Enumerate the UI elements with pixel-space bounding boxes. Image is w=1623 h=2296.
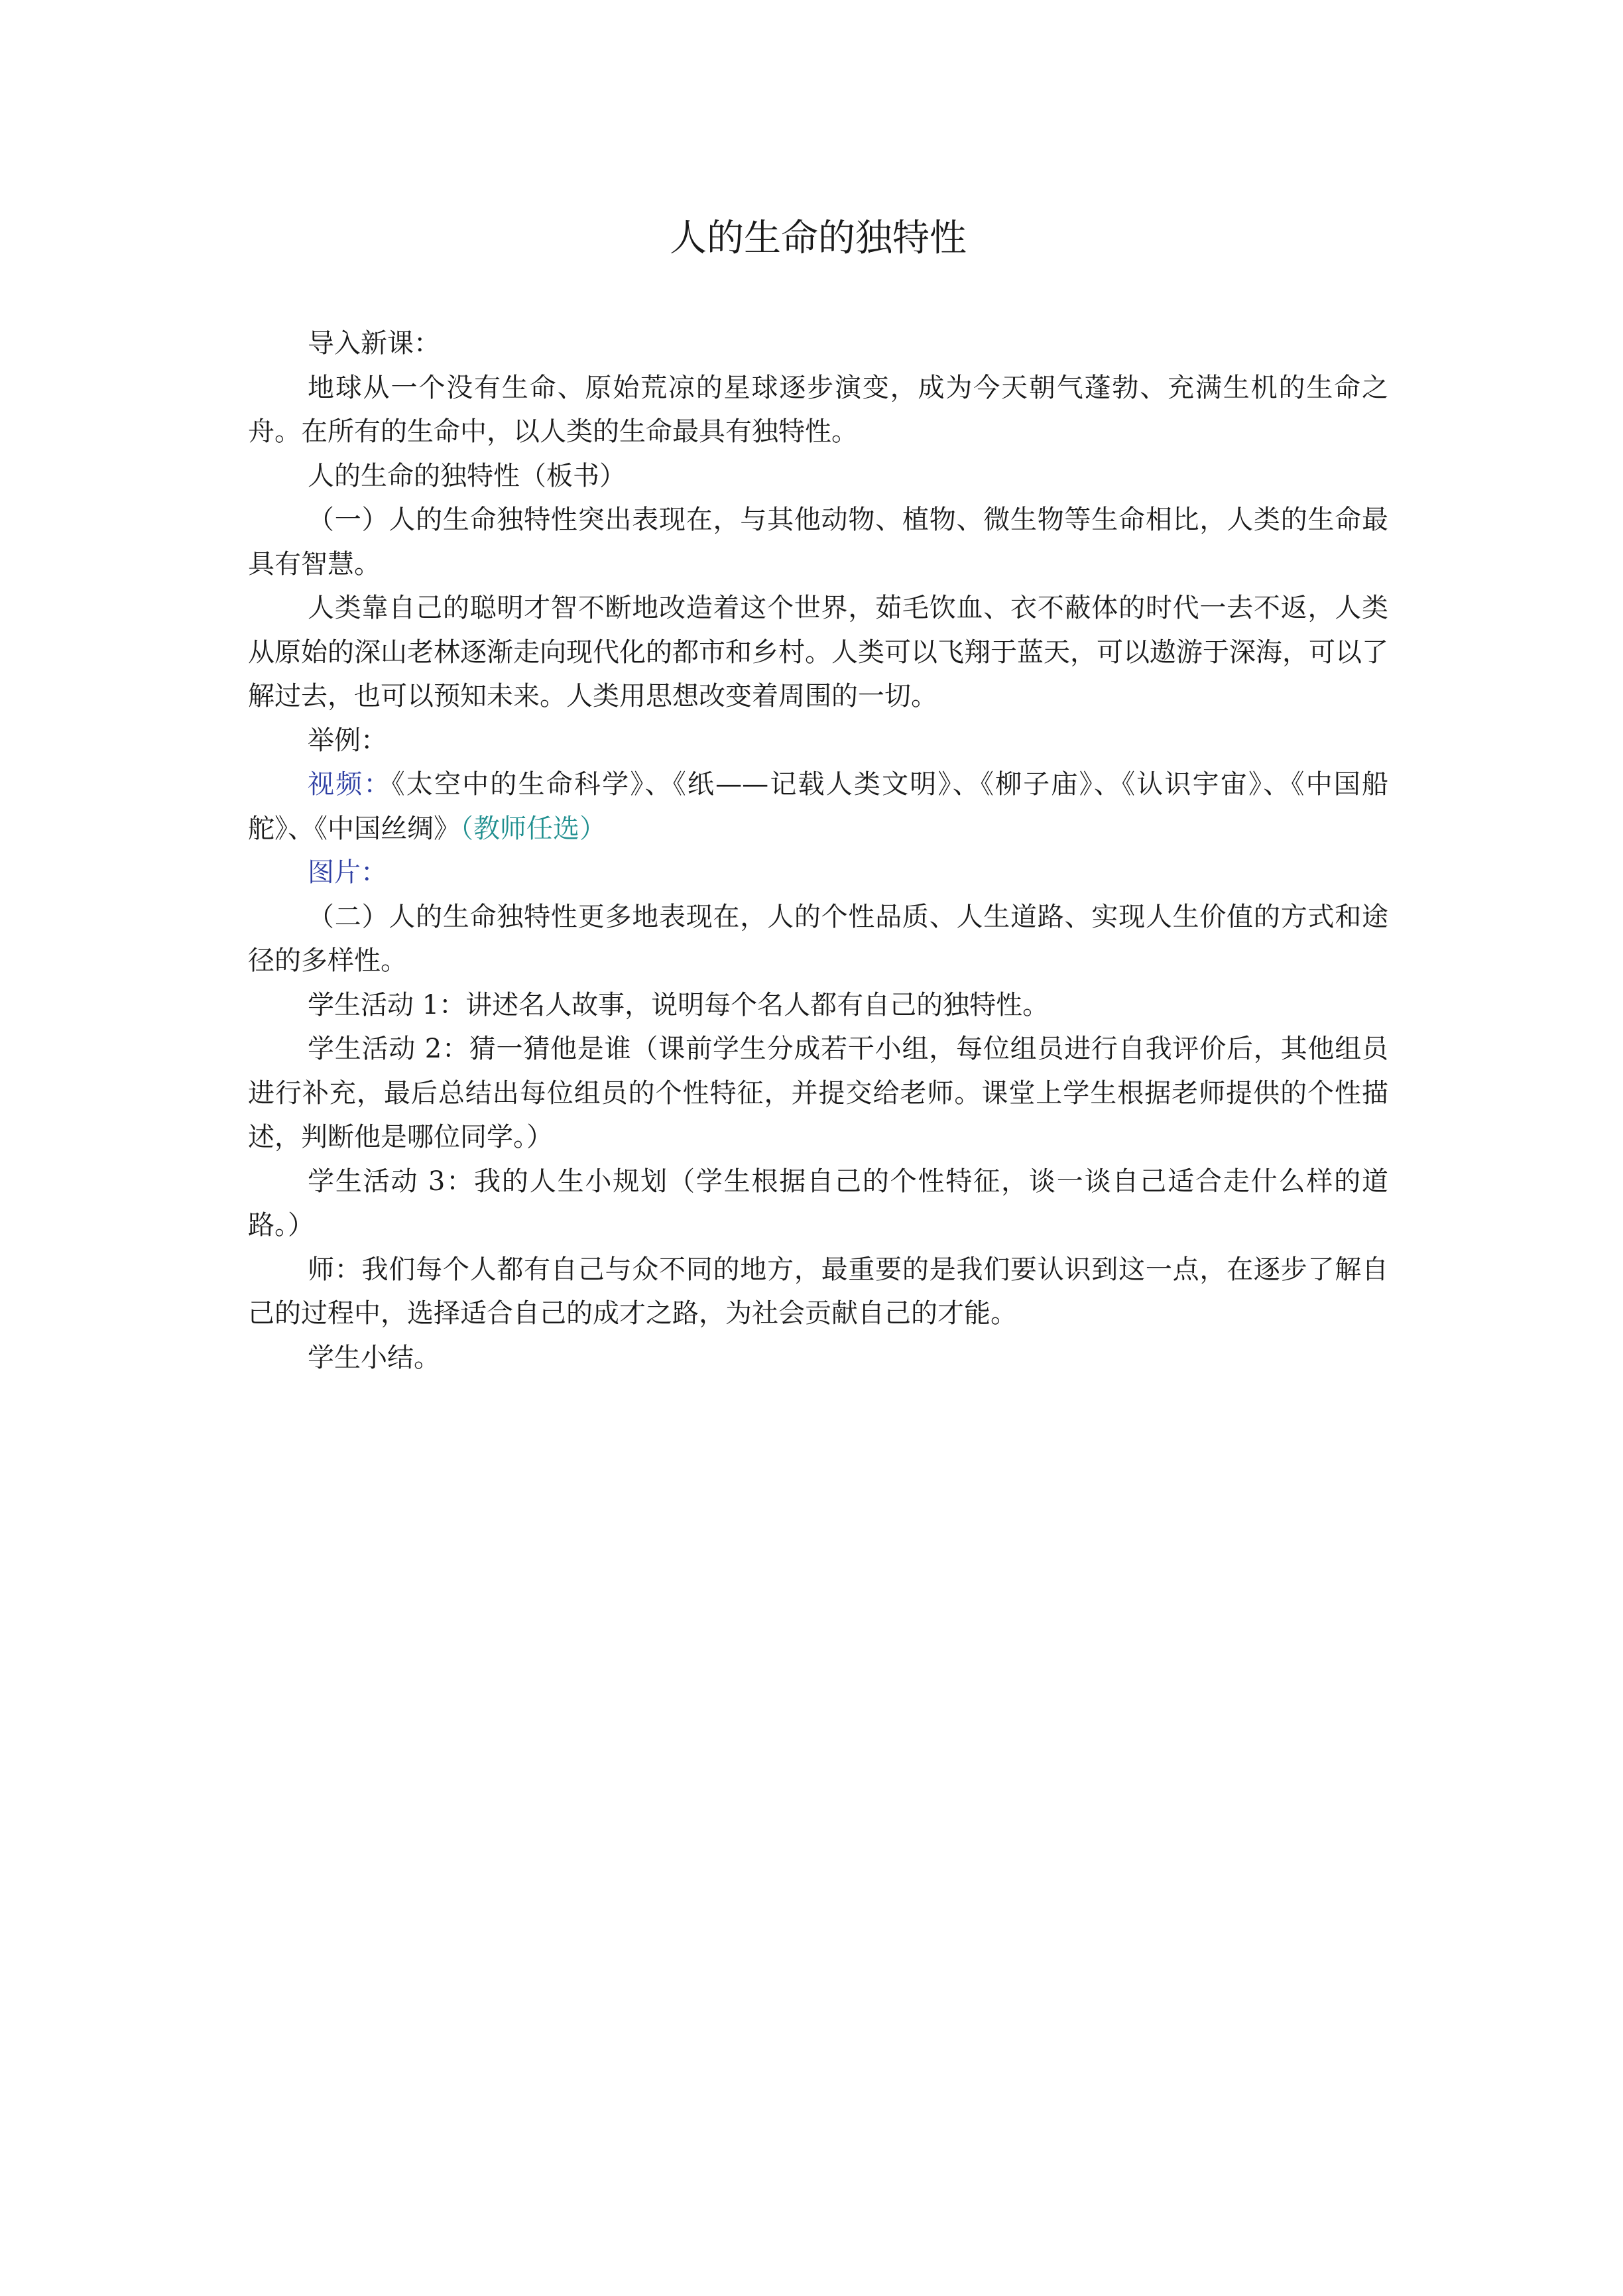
teacher-choice-note: （教师任选） — [460, 813, 606, 844]
paragraph-board-heading: 人的生命的独特性（板书） — [308, 460, 626, 491]
paragraph-examples-heading: 举例： — [308, 725, 387, 756]
paragraph-activity-1: 学生活动 1：讲述名人故事，说明每个名人都有自己的独特性。 — [308, 989, 1050, 1020]
videos-list: 《太空中的生命科学》、《纸——记载人类文明》、《柳子庙》、《认识宇宙》、《中国船舵》、《中国丝绸》 — [248, 769, 1389, 844]
paragraph-point-one: （一）人的生命独特性突出表现在，与其他动物、植物、微生物等生命相比，人类的生命最具有智慧。 — [248, 505, 1388, 579]
paragraph-videos — [248, 762, 1388, 851]
pictures-label: 图片： — [308, 857, 387, 888]
paragraph-activity-3: 学生活动 3：我的人生小规划（学生根据自己的个性特征，谈一谈自己适合走什么样的道路。） — [248, 1166, 1388, 1240]
videos-label: 视频： — [308, 769, 392, 800]
document-title: 人的生命的独特性 — [670, 217, 967, 260]
paragraph-activity-2: 学生活动 2：猜一猜他是谁（课前学生分成若干小组，每位组员进行自我评价后，其他组员进行补充，最后总结出每位组员的个性特征，并提交给老师。课堂上学生根据老师提供的个性描述，判断他是哪位同学。） — [248, 1034, 1388, 1152]
paragraph-point-two: （二）人的生命独特性更多地表现在，人的个性品质、人生道路、实现人生价值的方式和途径的多样性。 — [248, 901, 1388, 976]
paragraph-student-summary: 学生小结。 — [308, 1342, 440, 1373]
paragraph-human-wisdom: 人类靠自己的聪明才智不断地改造着这个世界，茹毛饮血、衣不蔽体的时代一去不返，人类从原始的深山老林逐渐走向现代化的都市和乡村。人类可以飞翔于蓝天，可以遨游于深海，可以了解过去，也可以预知未来。人类用思想改变着周围的一切。 — [248, 593, 1388, 711]
paragraph-pictures — [248, 851, 1388, 895]
paragraph-teacher-remark: 师：我们每个人都有自己与众不同的地方，最重要的是我们要认识到这一点，在逐步了解自己的过程中，选择适合自己的成才之路，为社会贡献自己的才能。 — [248, 1254, 1388, 1329]
document-body — [248, 322, 1388, 1380]
paragraph-earth: 地球从一个没有生命、原始荒凉的星球逐步演变，成为今天朝气蓬勃、充满生机的生命之舟。在所有的生命中，以人类的生命最具有独特性。 — [248, 372, 1388, 447]
paragraph-intro: 导入新课： — [308, 328, 440, 359]
